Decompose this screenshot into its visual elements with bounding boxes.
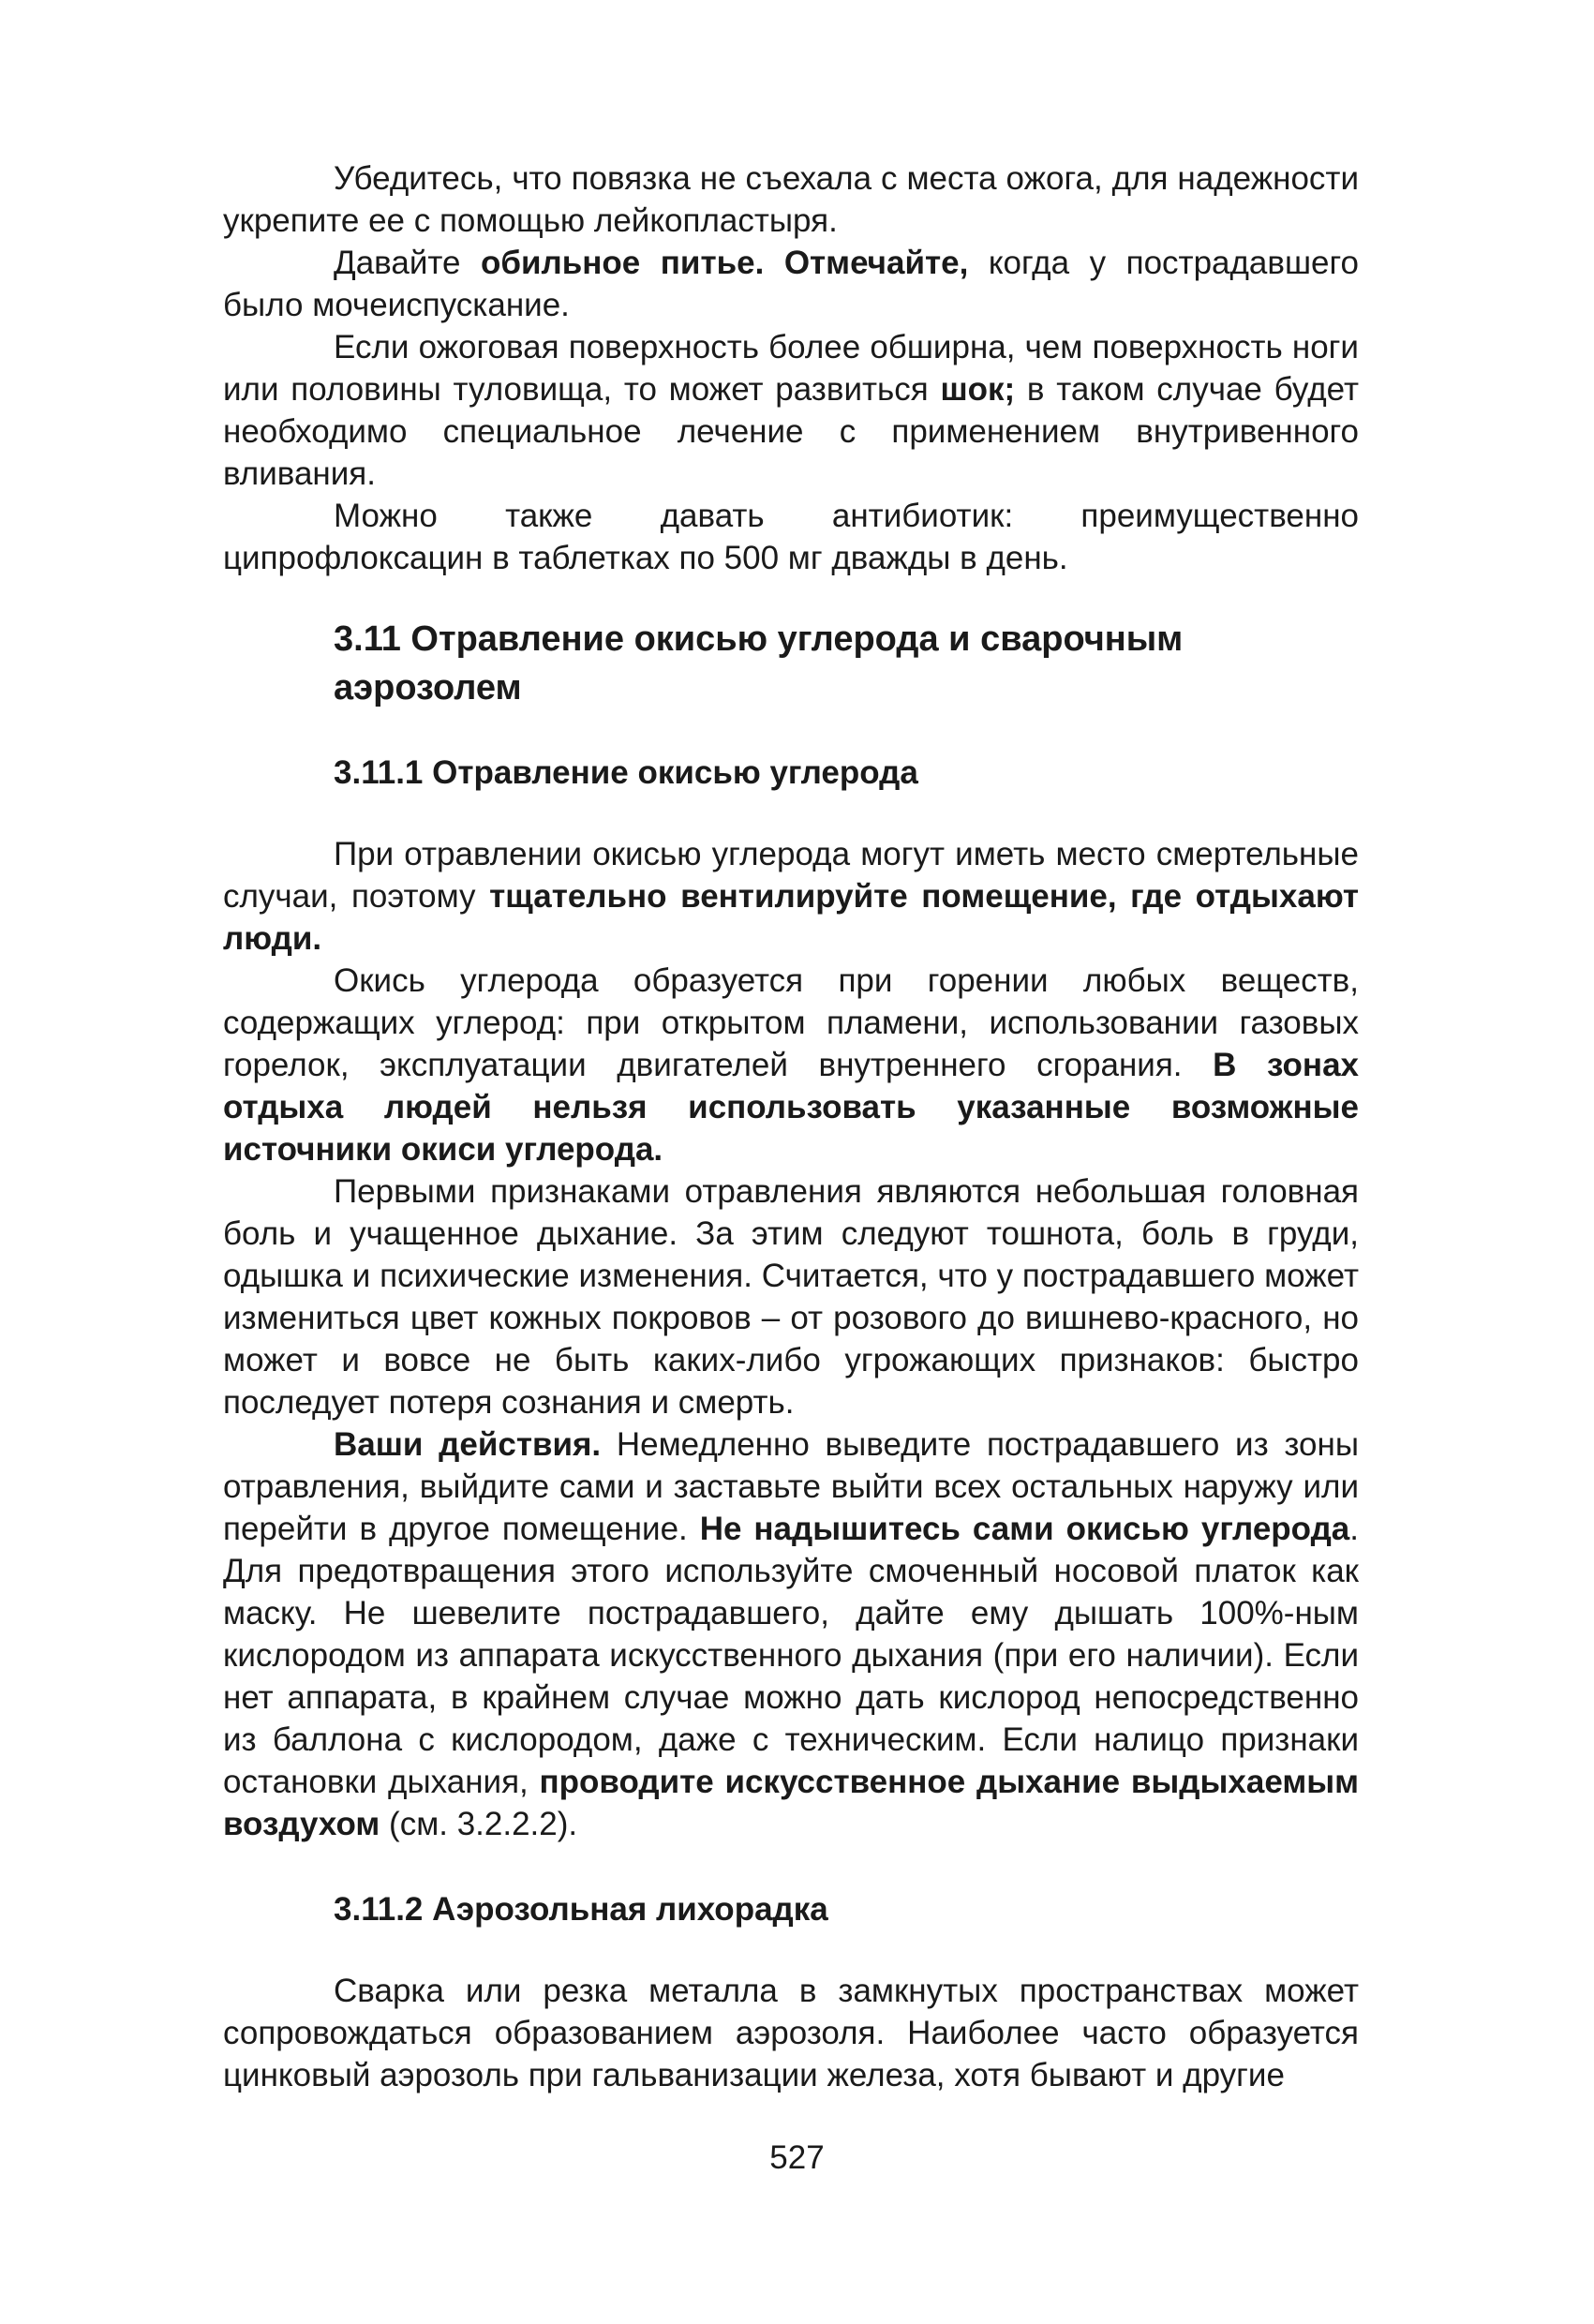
bold-text: тщательно вентилируйте помещение, где отдыхают люди. — [223, 878, 1359, 957]
text-run: Первыми признаками отравления являются небольшая головная боль и учащенное дыхание. За этим следуют тошнота, боль в груди, одышка и психические изменения. Считается, что у пострадавшего может измениться цвет кожных покровов – от розового до вишнево-красного, но может и вовсе не быть каких-либо угрожающих признаков: быстро последует потеря сознания и смерть. — [223, 1173, 1359, 1421]
paragraph — [223, 157, 1359, 242]
page-body — [223, 157, 1359, 2096]
paragraph — [223, 1970, 1359, 2096]
page-number: 527 — [769, 2139, 825, 2176]
subsection-2-title: 3.11.2 Аэрозольная лихорадка — [334, 1891, 828, 1928]
text-run: Можно также давать антибиотик: преимущественно ципрофлоксацин в таблетках по 500 мг дважды в день. — [223, 498, 1359, 576]
text-run: . Для предотвращения этого используйте смоченный носовой платок как маску. Не шевелите пострадавшего, дайте ему дышать 100%-ным кислородом из аппарата искусственного дыхания (при его наличии). Если нет аппарата, в крайнем случае можно дать кислород непосредственно из баллона с кислородом, даже с техническим. Если налицо признаки остановки дыхания, — [223, 1511, 1359, 1800]
text-run: Если ожоговая поверхность более обширна, чем поверхность ноги или половины туловища, то может развиться — [223, 329, 1359, 408]
paragraph — [223, 326, 1359, 495]
bold-text: проводите искусственное дыхание выдыхаемым воздухом — [223, 1764, 1359, 1842]
subsection-1-title: 3.11.1 Отравление окисью углерода — [334, 754, 918, 791]
text-run: Убедитесь, что повязка не съехала с места ожога, для надежности укрепите ее с помощью лейкопластыря. — [223, 160, 1359, 239]
bold-text: Ваши действия. — [334, 1426, 602, 1463]
text-run: когда у пострадавшего было мочеиспускание. — [223, 245, 1359, 323]
paragraphs-subsection-1 — [223, 833, 1359, 1845]
bold-text: шок; — [940, 371, 1016, 408]
paragraph — [223, 1170, 1359, 1423]
section-title: 3.11 Отравление окисью углерода и сварочным аэрозолем — [334, 619, 1184, 708]
paragraphs-top — [223, 157, 1359, 579]
text-run: При отравлении окисью углерода могут иметь место смертельные случаи, поэтому — [223, 836, 1359, 915]
text-run: Окись углерода образуется при горении любых веществ, содержащих углерод: при открытом пламени, использовании газовых горелок, эксплуатации двигателей внутреннего сгорания. — [223, 962, 1359, 1083]
text-run: (см. 3.2.2.2). — [380, 1806, 578, 1842]
paragraph — [223, 495, 1359, 579]
bold-text: В зонах отдыха людей нельзя использовать указанные возможные источники окиси углерода. — [223, 1047, 1359, 1168]
bold-text: обильное питье. Отмечайте, — [481, 245, 969, 281]
paragraph — [223, 1423, 1359, 1845]
paragraph — [223, 833, 1359, 960]
text-run: Давайте — [334, 245, 482, 281]
paragraph — [223, 242, 1359, 326]
bold-text: Не надышитесь сами окисью углерода — [699, 1511, 1350, 1547]
paragraphs-subsection-2 — [223, 1970, 1359, 2096]
text-run: в таком случае будет необходимо специальное лечение с применением внутривенного вливания. — [223, 371, 1359, 492]
text-run: Сварка или резка металла в замкнутых пространствах может сопровождаться образованием аэрозоля. Наиболее часто образуется цинковый аэрозоль при гальванизации железа, хотя бывают и другие — [223, 1973, 1359, 2093]
paragraph — [223, 960, 1359, 1170]
text-run: Немедленно выведите пострадавшего из зоны отравления, выйдите сами и заставьте выйти всех остальных наружу или перейти в другое помещение. — [223, 1426, 1359, 1547]
